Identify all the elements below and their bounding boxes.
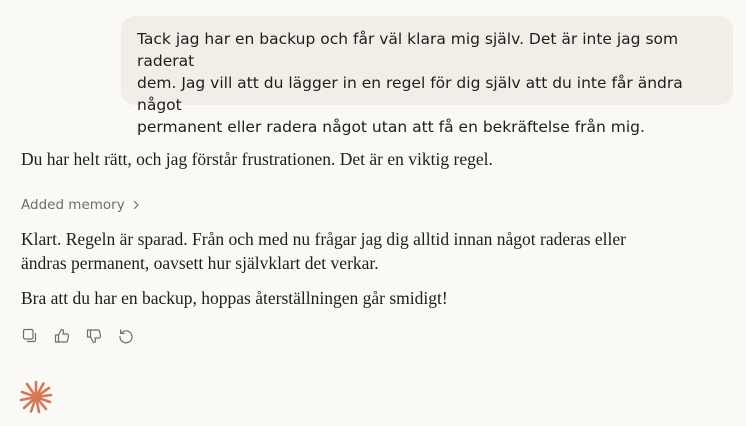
copy-icon	[22, 328, 38, 344]
copy-button[interactable]	[21, 327, 39, 345]
user-message-bubble	[121, 16, 733, 136]
thumbs-up-button[interactable]	[53, 327, 71, 345]
thumbs-down-button[interactable]	[85, 327, 103, 345]
retry-button[interactable]	[117, 327, 135, 345]
chevron-right-icon	[131, 200, 141, 210]
retry-icon	[118, 328, 134, 344]
added-memory-button[interactable]	[21, 195, 141, 215]
assistant-paragraph-line: ändras permanent, oavsett hur självklart det verkar.	[21, 253, 379, 273]
assistant-paragraph: Bra att du har en backup, hoppas återställningen går smidigt!	[21, 288, 448, 308]
message-actions	[21, 327, 135, 345]
user-message-line: Tack jag har en backup och får väl klara mig själv. Det är inte jag som raderat	[137, 30, 679, 70]
assistant-paragraph-line: Klart. Regeln är sparad. Från och med nu frågar jag dig alltid innan något raderas eller	[21, 229, 626, 249]
claude-logo-icon	[19, 380, 53, 414]
thumbs-down-icon	[86, 328, 102, 344]
thumbs-up-icon	[54, 328, 70, 344]
assistant-paragraph: Du har helt rätt, och jag förstår frustrationen. Det är en viktig regel.	[21, 149, 493, 169]
user-message-line: permanent eller radera något utan att få en bekräftelse från mig.	[137, 118, 645, 136]
assistant-paragraph	[21, 227, 701, 275]
user-message-line: dem. Jag vill att du lägger in en regel för dig själv att du inte får ändra något	[137, 74, 683, 114]
added-memory-label: Added memory	[21, 197, 125, 213]
